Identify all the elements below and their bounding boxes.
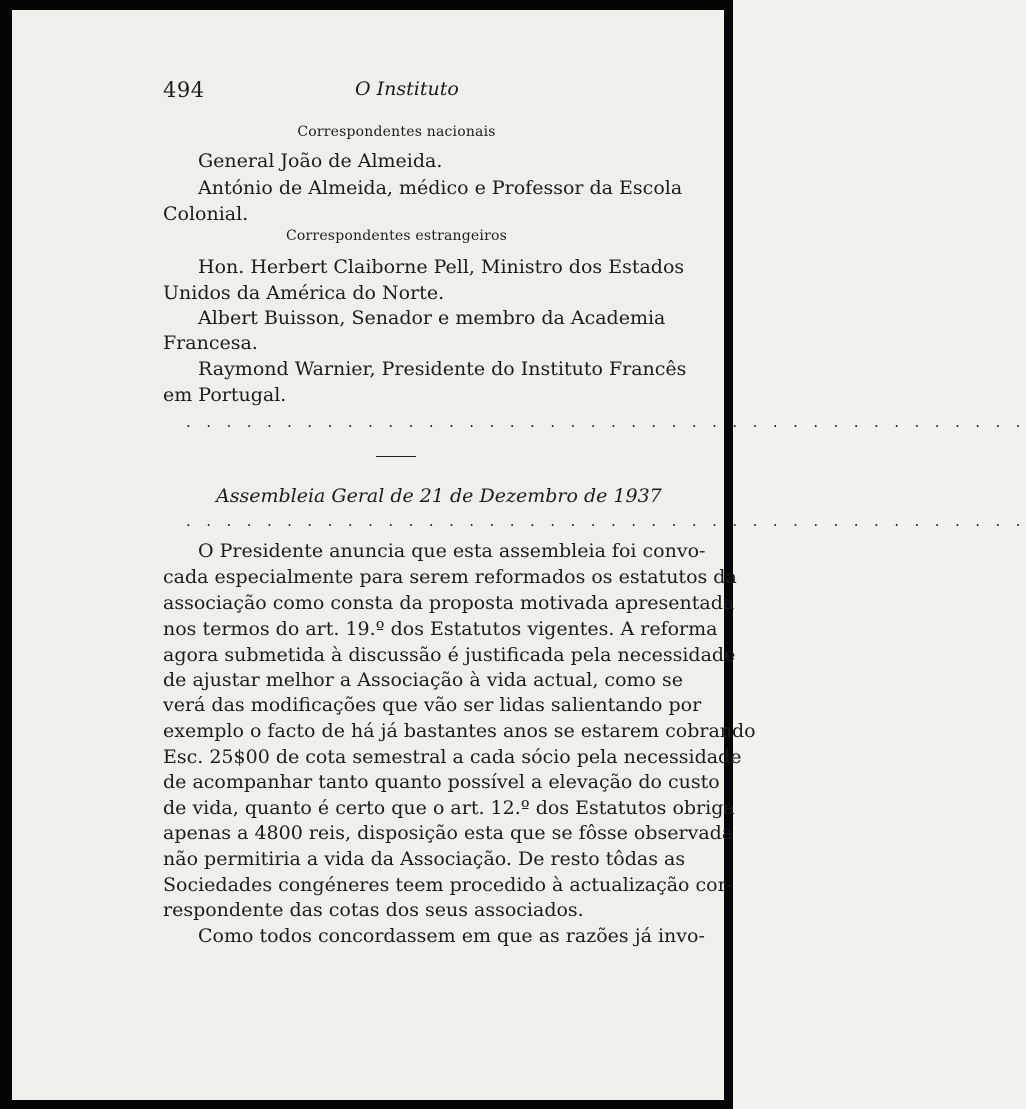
running-title: O Instituto (355, 78, 459, 100)
assembly-title: Assembleia Geral de 21 de Dezembro de 1937 (216, 485, 662, 507)
text-line: Albert Buisson, Senador e membro da Academia (198, 307, 666, 329)
paragraph-line: cada especialmente para serem reformados os estatutos da (163, 566, 737, 588)
text-line: Unidos da América do Norte. (163, 282, 445, 304)
paragraph-line: exemplo o facto de há já bastantes anos se estarem cobrando (163, 720, 756, 742)
paragraph-line: agora submetida à discussão é justificada pela necessidade (163, 644, 736, 666)
paragraph-line: verá das modificações que vão ser lidas salientando por (163, 694, 702, 716)
heading-correspondentes-nacionais: Correspondentes nacionais (297, 124, 496, 140)
paragraph-line: associação como consta da proposta motivada apresentada (163, 592, 735, 614)
text-line: António de Almeida, médico e Professor da Escola (198, 177, 683, 199)
paragraph-line: O Presidente anuncia que esta assembleia foi convo- (198, 540, 706, 562)
paragraph-line: de acompanhar tanto quanto possível a elevação do custo (163, 771, 720, 793)
heading-correspondentes-estrangeiros: Correspondentes estrangeiros (286, 228, 507, 244)
text-line: Raymond Warnier, Presidente do Instituto Francês (198, 358, 687, 380)
text-line: Hon. Herbert Claiborne Pell, Ministro dos Estados (198, 256, 685, 278)
horizontal-rule (376, 456, 416, 457)
page-number: 494 (163, 78, 205, 102)
text-line: Colonial. (163, 203, 249, 225)
paragraph-line: respondente das cotas dos seus associados. (163, 899, 584, 921)
paragraph-line: de ajustar melhor a Associação à vida actual, como se (163, 669, 683, 691)
paragraph-line: apenas a 4800 reis, disposição esta que se fôsse observada (163, 822, 734, 844)
paragraph-line: de vida, quanto é certo que o art. 12.º dos Estatutos obriga (163, 797, 735, 819)
text-line: em Portugal. (163, 384, 287, 406)
text-line: Francesa. (163, 332, 258, 354)
text-line: General João de Almeida. (198, 150, 443, 172)
dotted-separator: . . . . . . . . . . . . . . . . . . . . . . . . . . . . . . . . . . . . . . . . . . (186, 512, 1026, 530)
paragraph-line: não permitiria a vida da Associação. De resto tôdas as (163, 848, 686, 870)
paragraph-line: nos termos do art. 19.º dos Estatutos vigentes. A reforma (163, 618, 718, 640)
dotted-separator: . . . . . . . . . . . . . . . . . . . . . . . . . . . . . . . . . . . . . . . . . . (186, 413, 1026, 431)
paragraph-line: Esc. 25$00 de cota semestral a cada sócio pela necessidade (163, 746, 742, 768)
paragraph-line: Sociedades congéneres teem procedido à actualização cor- (163, 874, 734, 896)
paragraph-line: Como todos concordassem em que as razões já invo- (198, 925, 705, 947)
